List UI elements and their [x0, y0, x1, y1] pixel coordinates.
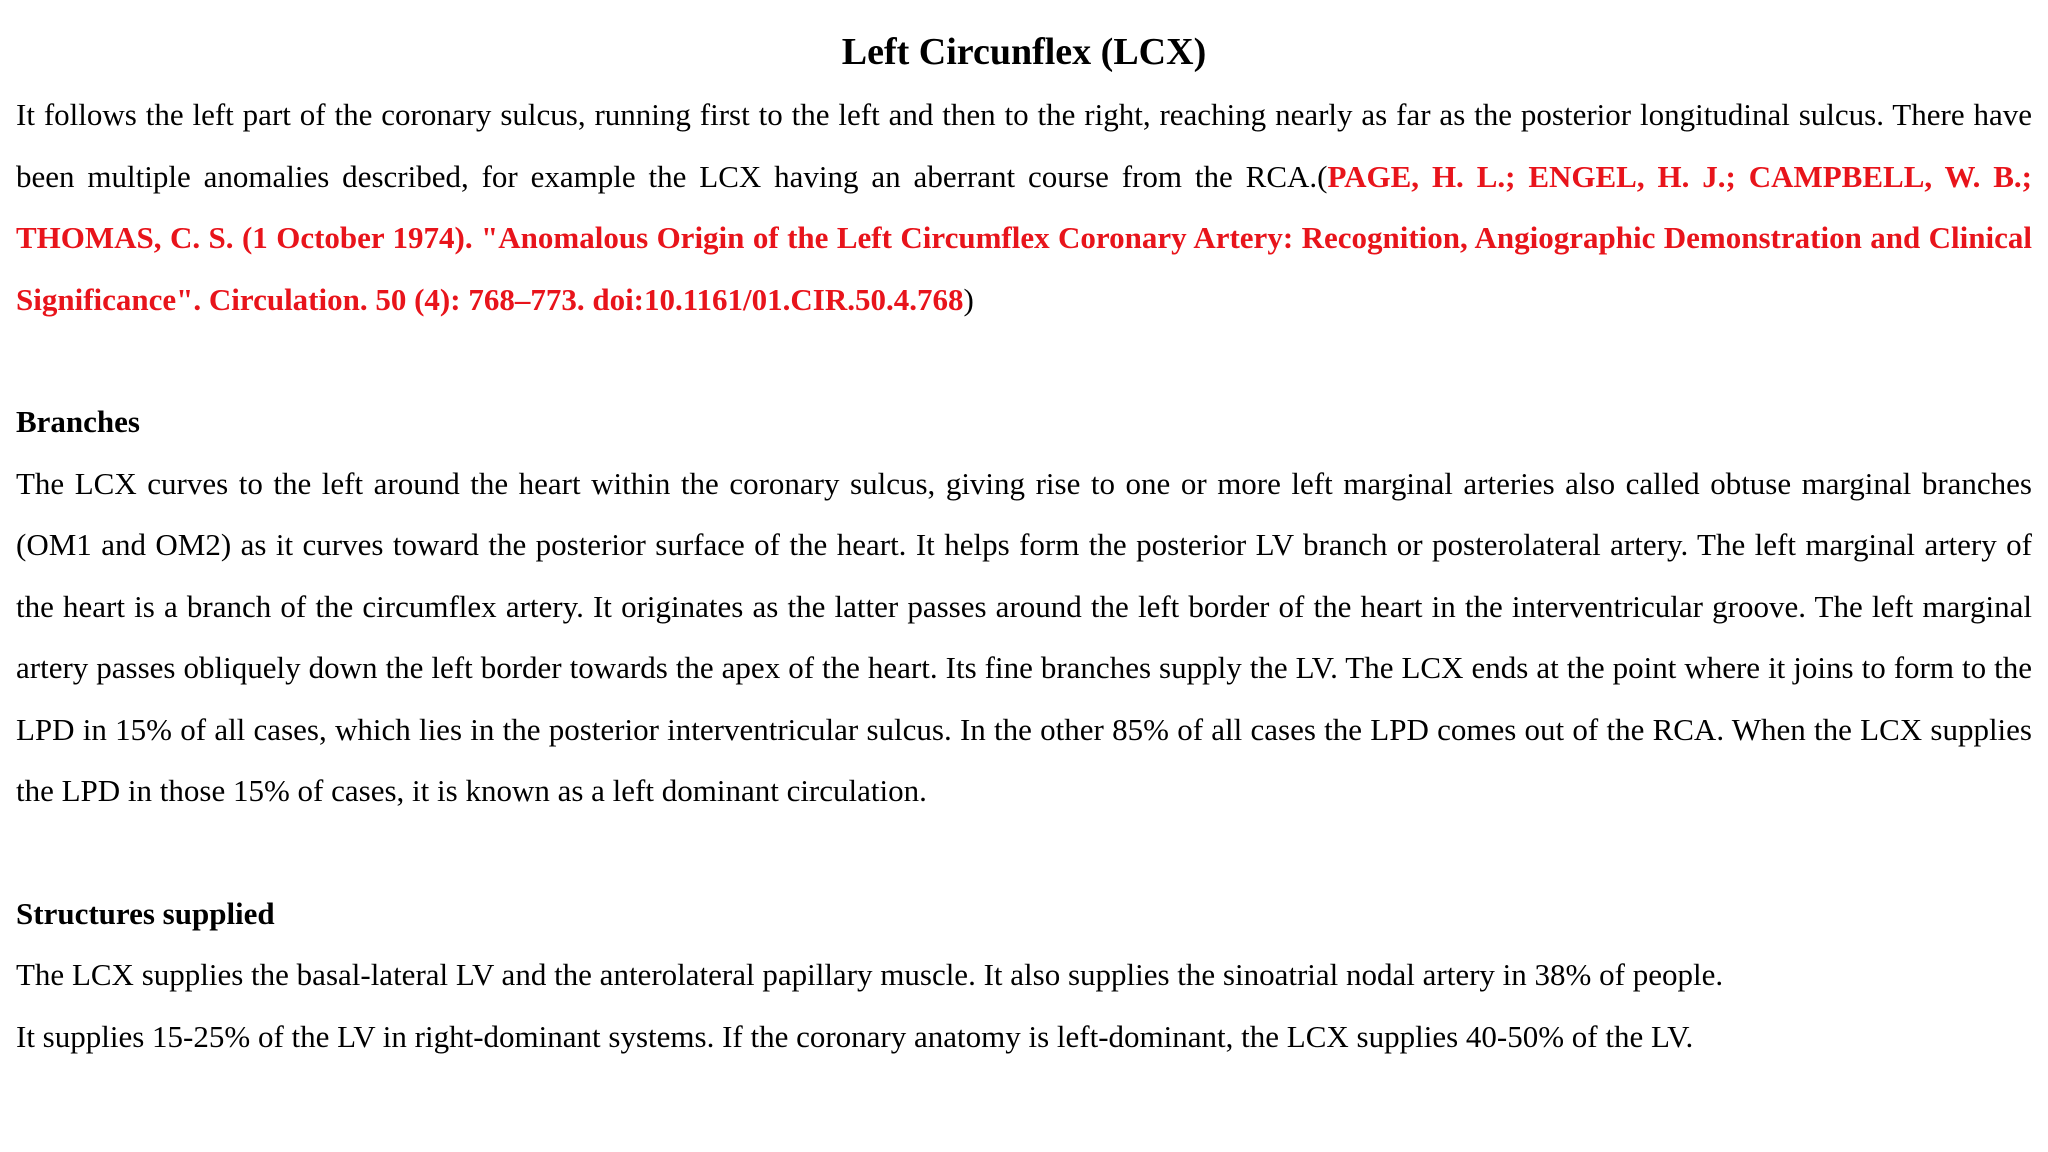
document-page: [16, 24, 2032, 1067]
branches-paragraph: The LCX curves to the left around the heart within the coronary sulcus, giving rise to one or more left marginal arteries also called obtuse marginal branches (OM1 and OM2) as it curves toward the posterior surface of the heart. It helps form the posterior LV branch or posterolateral artery. The left marginal artery of the heart is a branch of the circumflex artery. It originates as the latter passes around the left border of the heart in the interventricular groove. The left marginal artery passes obliquely down the left border towards the apex of the heart. Its fine branches supply the LV. The LCX ends at the point where it joins to form to the LPD in 15% of all cases, which lies in the posterior interventricular sulcus. In the other 85% of all cases the LPD comes out of the RCA. When the LCX supplies the LPD in those 15% of cases, it is known as a left dominant circulation.: [16, 465, 2032, 808]
structures-heading: Structures supplied: [16, 895, 275, 931]
structures-line-1: The LCX supplies the basal-lateral LV and the anterolateral papillary muscle. It also supplies the sinoatrial nodal artery in 38% of people.: [16, 957, 1724, 992]
intro-paragraph: [16, 84, 2032, 330]
intro-text: It follows the left part of the coronary sulcus, running first to the left and then to the right, reaching nearly as far as the posterior longitudinal sulcus. There have been multiple anomalies described, for example the LCX having an aberrant course from the RCA.(: [16, 97, 2032, 194]
structures-line-2: It supplies 15-25% of the LV in right-dominant systems. If the coronary anatomy is left-dominant, the LCX supplies 40-50% of the LV.: [16, 1018, 1694, 1054]
page-title: Left Circunflex (LCX): [841, 31, 1207, 73]
citation-close: ): [963, 281, 974, 317]
branches-heading: Branches: [16, 404, 140, 439]
citation-text: PAGE, H. L.; ENGEL, H. J.; CAMPBELL, W. B.; THOMAS, C. S. (1 October 1974). "Anomalous Origin of the Left Circumflex Coronary Artery: Recognition, Angiographic Demonstration and Clinical Significance". Circulation. 50 (4): 768–773. doi:10.1161/01.CIR.50.4.768: [16, 158, 2032, 317]
